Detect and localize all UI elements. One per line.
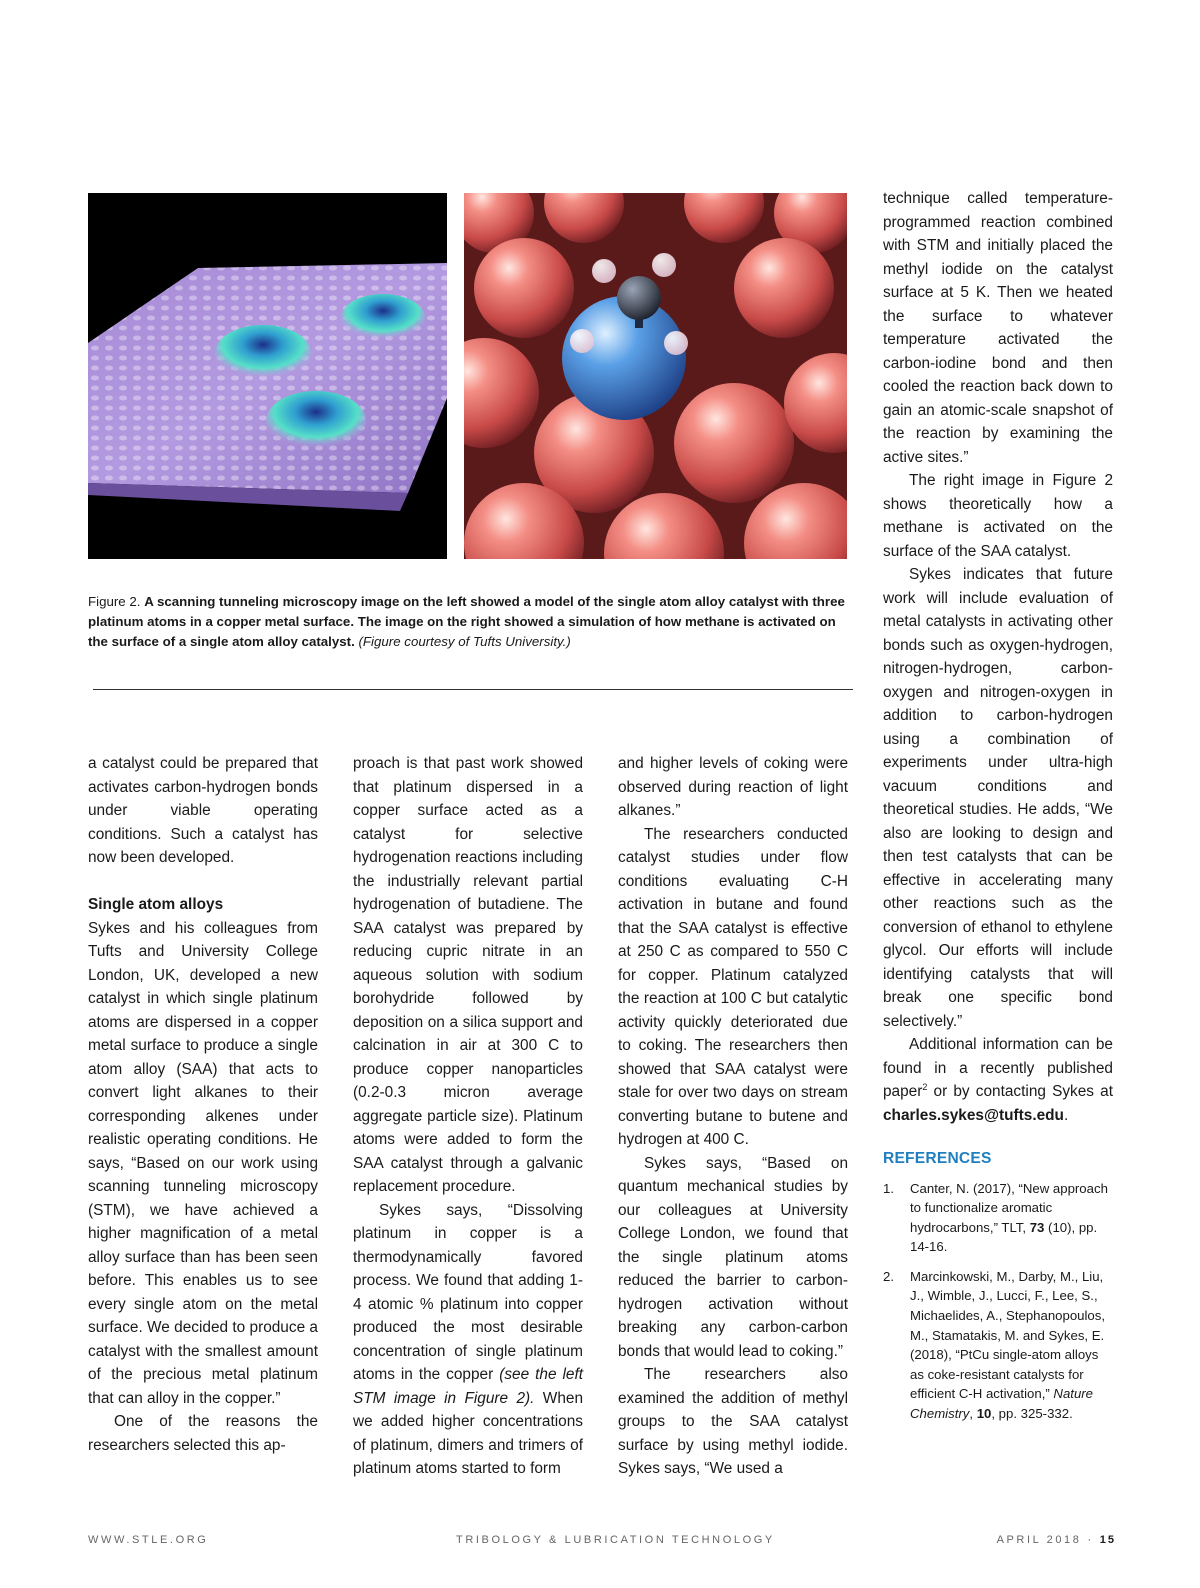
caption-credit: (Figure courtesy of Tufts University.) xyxy=(358,634,571,649)
references-heading: REFERENCES xyxy=(883,1150,992,1167)
article-column-4 xyxy=(883,187,1113,1434)
figure-reference: (see the left STM image in Figure 2). xyxy=(353,1366,583,1407)
references-section xyxy=(883,1147,1113,1424)
reference-number: 2. xyxy=(883,1268,894,1284)
paragraph: and higher levels of coking were observed during reaction of light alkanes.” xyxy=(618,755,848,819)
reference-text: , xyxy=(969,1406,977,1422)
figure-caption xyxy=(88,592,848,652)
paragraph: The right image in Figure 2 shows theoretically how a methane is activated on the surface of the SAA catalyst. xyxy=(883,472,1113,560)
paragraph-text: When we added higher concentrations of platinum, dimers and trimers of platinum atoms started to form xyxy=(353,1389,584,1477)
paragraph: a catalyst could be prepared that activates carbon-hydrogen bonds under viable operating conditions. Such a catalyst has now been developed. xyxy=(88,755,318,866)
figure-simulation-image xyxy=(464,193,847,559)
reference-text: Canter, N. (2017), “New approach to functionalize aromatic hydrocarbons,” TLT, xyxy=(910,1180,1108,1235)
paragraph xyxy=(883,1033,1113,1127)
footer-separator: · xyxy=(1087,1534,1094,1546)
reference-item xyxy=(883,1179,1113,1257)
reference-text: , pp. 325-332. xyxy=(991,1406,1073,1422)
footer-website[interactable]: WWW.STLE.ORG xyxy=(88,1534,209,1546)
reference-journal: Nature Chemistry xyxy=(910,1386,1094,1422)
page-number: 15 xyxy=(1099,1534,1116,1546)
reference-volume: 73 xyxy=(1029,1219,1045,1235)
reference-volume: 10 xyxy=(976,1406,992,1422)
page-footer xyxy=(0,1534,1200,1554)
footer-date: APRIL 2018 xyxy=(996,1534,1082,1546)
article-column-3 xyxy=(618,752,848,1481)
paragraph: proach is that past work showed that platinum dispersed in a copper surface acted as a catalyst for selective hydrogenation reactions including the industrially relevant partial hydrogenation of butadiene. The SAA catalyst was prepared by reducing cupric nitrate in an aqueous solution with sodium borohydride followed by deposition on a silica support and calcination in air at 300 C to produce copper nanoparticles (0.2-0.3 micron average aggregate particle size). Platinum atoms were added to form the SAA catalyst through a galvanic replacement procedure. xyxy=(353,755,583,1195)
figure-stm-image xyxy=(88,193,447,559)
methane-activation-illustration xyxy=(464,193,847,559)
paragraph-text: or by contacting Sykes at xyxy=(927,1083,1113,1100)
reference-text: (10), pp. 14-16. xyxy=(910,1219,1098,1255)
paragraph-text: Sykes says, “Dissolving platinum in copper is a thermodynamically favored process. We found that adding 1-4 atomic % platinum into copper produced the most desirable concentration of single platinum atoms in the copper xyxy=(353,1201,583,1383)
footer-publication: TRIBOLOGY & LUBRICATION TECHNOLOGY xyxy=(456,1534,775,1546)
references-list xyxy=(883,1179,1113,1424)
contact-email-link[interactable]: charles.sykes@tufts.edu xyxy=(883,1106,1064,1124)
stm-surface-illustration xyxy=(88,193,447,559)
paragraph: Sykes and his colleagues from Tufts and University College London, UK, developed a new catalyst in which single platinum atoms are dispersed in a copper metal surface to produce a single atom alloy (SAA) that acts to convert light alkanes to their corresponding alkenes under realistic operating conditions. He says, “Based on our work using scanning tunneling microscopy (STM), we have achieved a higher magnification of a metal alloy surface than has been seen before. This enables us to see every single atom on the metal surface. We decided to produce a catalyst with the smallest amount of the precious metal platinum that can alloy in the copper.” xyxy=(88,919,318,1407)
paragraph xyxy=(353,1199,583,1481)
section-divider xyxy=(93,689,853,690)
reference-item xyxy=(883,1267,1113,1424)
caption-label: Figure 2. xyxy=(88,594,141,609)
paragraph: Sykes indicates that future work will include evaluation of metal catalysts in activating other bonds such as oxygen-hydrogen, nitrogen-hydrogen, carbon-oxygen and nitrogen-oxygen in addition to carbon-hydrogen using a combination of experiments under ultra-high vacuum conditions and theoretical studies. He adds, “We also are looking to design and then test catalysts that can be effective in accelerating many other reactions such as the conversion of ethanol to ethylene glycol. Our efforts will include identifying catalysts that will break one specific bond selectively.” xyxy=(883,566,1113,1030)
paragraph: The researchers conducted catalyst studies under flow conditions evaluating C-H activation in butane and found that the SAA catalyst is effective at 250 C as compared to 550 C for copper. Platinum catalyzed the reaction at 100 C but catalytic activity quickly deteriorated due to coking. The researchers then showed that SAA catalyst were stale for over two days on stream converting butane to butene and hydrogen at 400 C. xyxy=(618,825,848,1148)
citation-superscript: 2 xyxy=(922,1081,928,1092)
reference-number: 1. xyxy=(883,1180,894,1196)
paragraph: One of the reasons the researchers selected this ap- xyxy=(88,1413,318,1454)
section-heading: Single atom alloys xyxy=(88,896,224,913)
article-column-1 xyxy=(88,752,318,1457)
caption-description: A scanning tunneling microscopy image on the left showed a model of the single atom alloy catalyst with three platinum atoms in a copper metal surface. The image on the right showed a simulation of how methane is activated on the surface of a single atom alloy catalyst. xyxy=(88,594,845,649)
paragraph-text: . xyxy=(1063,1106,1069,1124)
paragraph: The researchers also examined the addition of methyl groups to the SAA catalyst surface by using methyl iodide. Sykes says, “We used a xyxy=(618,1366,848,1477)
paragraph: technique called temperature-programmed reaction combined with STM and initially placed the methyl iodide on the catalyst surface at 5 K. Then we heated the surface to whatever temperature activated the carbon-iodine bond and then cooled the reaction back down to gain an atomic-scale snapshot of the reaction by examining the active sites.” xyxy=(883,190,1113,466)
reference-text: Marcinkowski, M., Darby, M., Liu, J., Wimble, J., Lucci, F., Lee, S., Michaelides, A., Stephanopoulos, M., Stamatakis, M. and Sykes, E. (2018), “PtCu single-atom alloys as coke-resistant catalysts for efficient C-H activation,” xyxy=(910,1268,1106,1402)
footer-issue xyxy=(997,1534,1116,1546)
paragraph-text: Additional information can be found in a recently published paper xyxy=(883,1036,1113,1100)
article-column-2 xyxy=(353,752,583,1481)
paragraph: Sykes says, “Based on quantum mechanical studies by our colleagues at University College London, we found that the single platinum atoms reduced the barrier to carbon-hydrogen activation without breaking any carbon-carbon bonds that would lead to coking.” xyxy=(618,1154,848,1360)
